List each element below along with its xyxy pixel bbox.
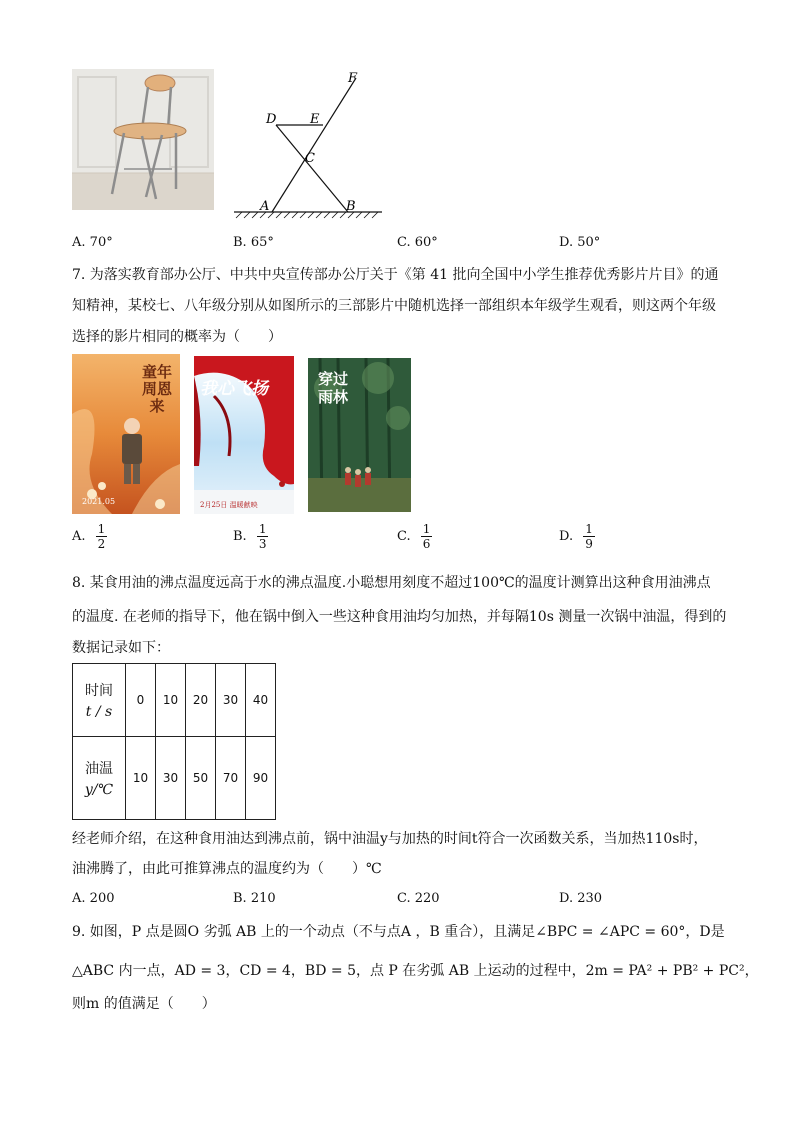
fraction: $\frac{1}{2}$: [97, 522, 106, 551]
q7-option-b[interactable]: B. $\frac{1}{3}$: [233, 522, 267, 551]
poster-1-title: 童年周恩来: [141, 363, 172, 415]
table-row-header: 时间 t / s: [73, 664, 126, 737]
fraction: $\frac{1}{6}$: [422, 522, 431, 551]
q7-option-c[interactable]: C. $\frac{1}{6}$: [397, 522, 431, 551]
q8-line-1: 8. 某食用油的沸点温度远高于水的沸点温度.小聪想用刻度不超过100℃的温度计测算出这种食用油沸点: [72, 575, 711, 591]
table-cell: 90: [246, 737, 276, 820]
q7-line-2: 知精神，某校七、八年级分别从如图所示的三部影片中随机选择一部组织本年级学生观看，则这两个年级: [72, 298, 716, 314]
q8-option-c[interactable]: C. 220: [397, 891, 440, 906]
q8-after-1: 经老师介绍，在这种食用油达到沸点前，锅中油温y与加热的时间t符合一次函数关系，当加热110s时，: [72, 831, 708, 847]
table-cell: 10: [126, 737, 156, 820]
table-cell: 30: [216, 664, 246, 737]
poster-2-title: 我心飞扬: [200, 379, 268, 399]
chair-image: [72, 69, 214, 210]
poster-1-date: 2021.05: [82, 497, 116, 506]
q8-option-d[interactable]: D. 230: [559, 891, 603, 906]
poster-3: [308, 358, 411, 512]
poster-3-title: 穿过雨林: [318, 370, 349, 406]
q7-line-1: 7. 为落实教育部办公厅、中共中央宣传部办公厅关于《第 41 批向全国中小学生推荐优秀影片片目》的通: [72, 267, 719, 283]
table-cell: 10: [156, 664, 186, 737]
poster-1: [72, 354, 180, 514]
q6-option-c[interactable]: C. 60°: [397, 235, 438, 250]
label-e: E: [310, 112, 320, 127]
label-b: B: [346, 199, 356, 214]
label-a: A: [260, 199, 270, 214]
table-cell: 70: [216, 737, 246, 820]
label-f: F: [348, 71, 358, 86]
q7-option-a[interactable]: A. $\frac{1}{2}$: [72, 522, 106, 551]
poster-2-date: 2月25日 温暖献映: [200, 501, 258, 509]
q8-option-b[interactable]: B. 210: [233, 891, 276, 906]
table-cell: 30: [156, 737, 186, 820]
geometry-figure: [230, 70, 390, 220]
table-cell: 0: [126, 664, 156, 737]
fraction: $\frac{1}{3}$: [258, 522, 267, 551]
q6-option-a[interactable]: A. 70°: [72, 235, 113, 250]
table-row-header: 油温 y/℃: [73, 737, 126, 820]
q8-line-3: 数据记录如下：: [72, 640, 170, 656]
q6-option-b[interactable]: B. 65°: [233, 235, 274, 250]
q8-after-2: 油沸腾了，由此可推算沸点的温度约为（ ）℃: [72, 861, 382, 877]
q9-line-1: 9. 如图，P 点是圆O 劣弧 AB 上的一个动点（不与点A ，B 重合），且满足∠BPC = ∠APC = 60°，D是: [72, 924, 725, 940]
table-row: [73, 664, 276, 737]
chair-photo: [72, 69, 214, 210]
q7-option-d[interactable]: D. $\frac{1}{9}$: [559, 522, 593, 551]
fraction: $\frac{1}{9}$: [585, 522, 593, 551]
table-cell: 40: [246, 664, 276, 737]
label-c: C: [305, 151, 315, 166]
q7-line-3: 选择的影片相同的概率为（ ）: [72, 329, 282, 345]
geometry-diagram: [230, 70, 390, 220]
table-cell: 20: [186, 664, 216, 737]
table-cell: 50: [186, 737, 216, 820]
label-d: D: [266, 112, 277, 127]
q9-line-3: 则m 的值满足（ ）: [72, 996, 216, 1012]
q6-option-d[interactable]: D. 50°: [559, 235, 601, 250]
q8-option-a[interactable]: A. 200: [72, 891, 115, 906]
data-table: [72, 663, 276, 820]
q9-line-2: △ABC 内一点，AD = 3，CD = 4，BD = 5，点 P 在劣弧 AB 上运动的过程中，2m = PA² + PB² + PC²，: [72, 963, 759, 979]
table-row: [73, 737, 276, 820]
q8-line-2: 的温度. 在老师的指导下，他在锅中倒入一些这种食用油均匀加热，并每隔10s 测量一次锅中油温，得到的: [72, 609, 727, 625]
poster-2: [194, 356, 294, 514]
